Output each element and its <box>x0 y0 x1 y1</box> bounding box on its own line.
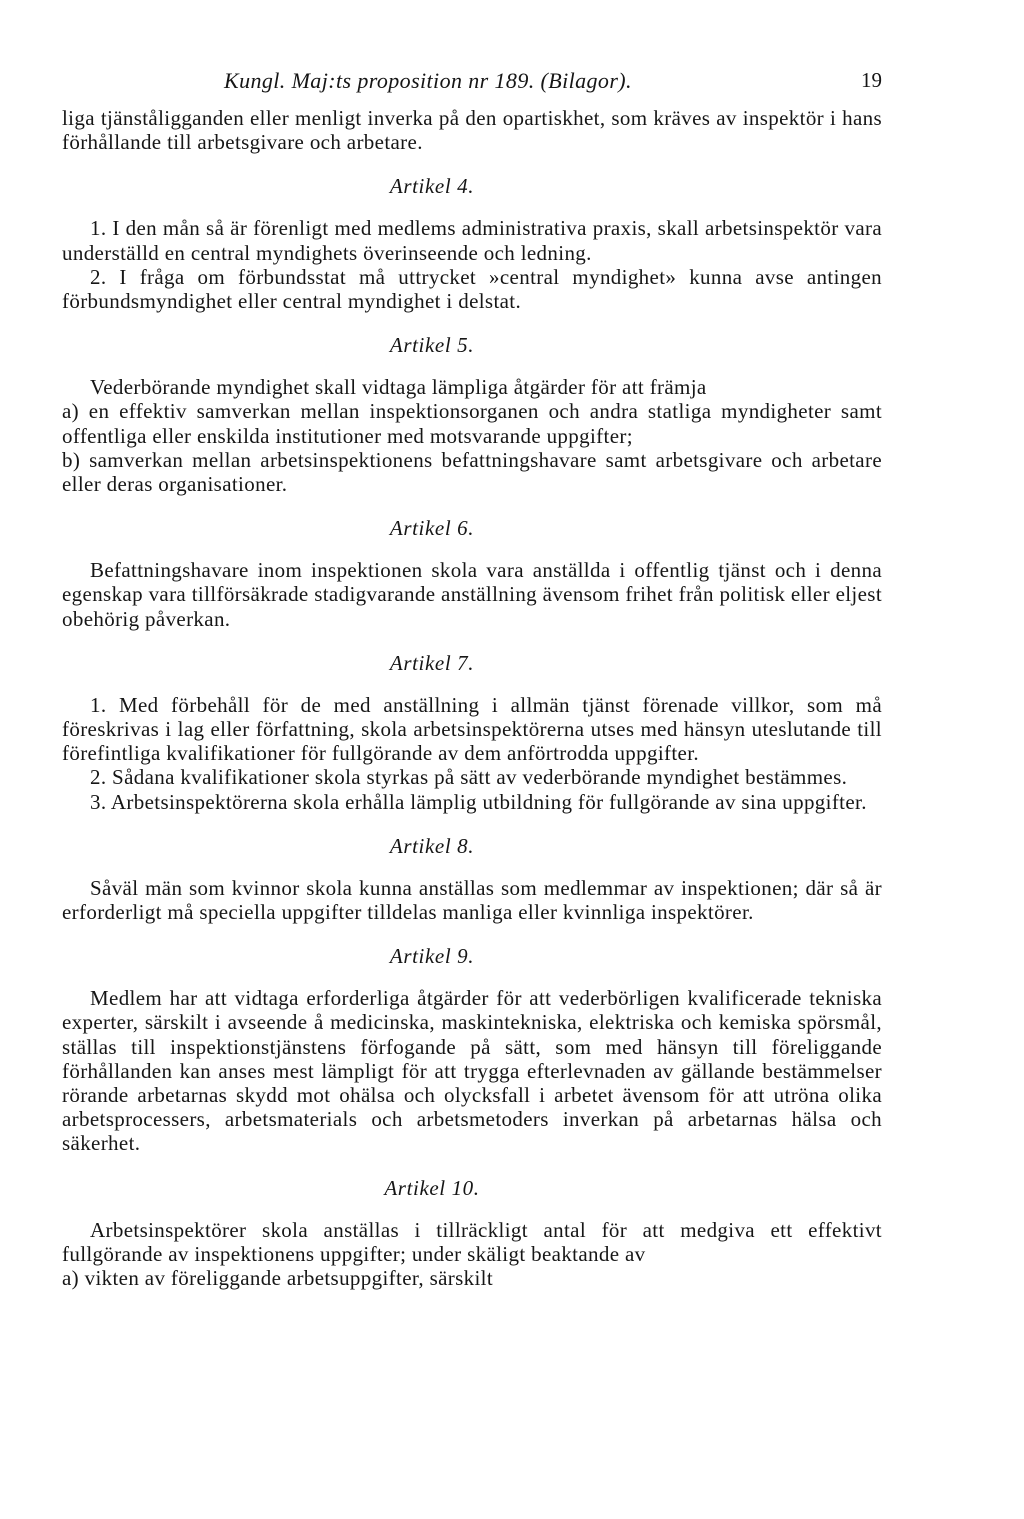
page-number: 19 <box>861 68 882 92</box>
article-paragraph: 1. Med förbehåll för de med anställning i allmän tjänst förenade villkor, som må föreskrivas i lag eller författning, skola arbetsinspektörerna utses med hänsyn uteslutande till förefintliga kvalifikationer för fullgörande av dem anförtrodda uppgifter. <box>62 692 882 766</box>
article-heading: Artikel 7. <box>389 650 475 675</box>
article-paragraph: 1. I den mån så är förenligt med medlems administrativa praxis, skall arbetsinspektör vara underställd en central myndighets överinseende och ledning. <box>62 216 882 265</box>
article-paragraph: Befattningshavare inom inspektionen skola vara anställda i offentlig tjänst och i denna egenskap vara tillförsäkrade stadigvarande anställning ävensom frihet från politisk eller eljest obehörig påverkan. <box>62 558 882 631</box>
article-heading: Artikel 6. <box>389 516 475 541</box>
article-paragraph: a) vikten av föreliggande arbetsuppgifter, särskilt <box>62 1266 494 1291</box>
article-6 <box>62 516 882 631</box>
running-title: Kungl. Maj:ts proposition nr 189. (Bilagor). <box>224 68 632 93</box>
article-paragraph: Arbetsinspektörer skola anställas i tillräckligt antal för att medgiva ett effektivt fullgörande av inspektionens uppgifter; under skäligt beaktande av <box>62 1217 882 1266</box>
article-heading: Artikel 5. <box>389 333 475 358</box>
article-heading: Artikel 4. <box>389 174 475 199</box>
article-heading: Artikel 10. <box>384 1175 480 1200</box>
article-paragraph: 2. Sådana kvalifikationer skola styrkas på sätt av vederbörande myndighet bestämmes. <box>90 765 848 790</box>
article-paragraph: 2. I fråga om förbundsstat må uttrycket »central myndighet» kunna avse antingen förbundsmyndighet eller central myndighet i delstat. <box>62 264 882 314</box>
article-heading: Artikel 9. <box>389 944 475 969</box>
article-9 <box>62 944 882 1155</box>
article-paragraph: Vederbörande myndighet skall vidtaga lämpliga åtgärder för att främja <box>90 375 707 400</box>
article-paragraph: Såväl män som kvinnor skola kunna anställas som medlemmar av inspektionen; där så är erforderligt må speciella uppgifter tilldelas manliga eller kvinnliga inspektörer. <box>62 875 882 925</box>
article-paragraph: Medlem har att vidtaga erforderliga åtgärder för att vederbörligen kvalificerade tekniska experter, särskilt i avseende å medicinska, maskintekniska, elektriska och kemiska spörsmål, ställas till inspektionstjänstens förfogande på sätt, som med hänsyn till föreliggande förhållanden kan anses mest lämpligt för att trygga efterlevnaden av gällande bestämmelser rörande arbetarnas skydd mot ohälsa och olycksfall i arbetet ävensom för att utröna olika arbetsprocessers, arbetsmaterials och arbetsmetoders inverkan på arbetarnas hälsa och säkerhet. <box>62 986 882 1156</box>
article-paragraph: b) samverkan mellan arbetsinspektionens befattningshavare samt arbetsgivare och arbetare eller deras organisationer. <box>62 447 882 497</box>
article-5 <box>62 333 882 496</box>
article-4 <box>62 174 882 313</box>
page-header <box>62 68 882 106</box>
article-7 <box>62 651 882 814</box>
article-10 <box>62 1176 882 1291</box>
intro-paragraph: liga tjänståligganden eller menligt inverka på den opartiskhet, som kräves av inspektör i hans förhållande till arbetsgivare och arbetare. <box>62 106 882 155</box>
article-paragraph: a) en effektiv samverkan mellan inspektionsorganen och andra statliga myndigheter samt offentliga eller enskilda institutioner med motsvarande uppgifter; <box>62 399 882 448</box>
document-page <box>62 68 882 1290</box>
article-heading: Artikel 8. <box>389 833 475 858</box>
article-paragraph: 3. Arbetsinspektörerna skola erhålla lämplig utbildning för fullgörande av sina uppgifter. <box>90 789 867 814</box>
article-8 <box>62 834 882 924</box>
